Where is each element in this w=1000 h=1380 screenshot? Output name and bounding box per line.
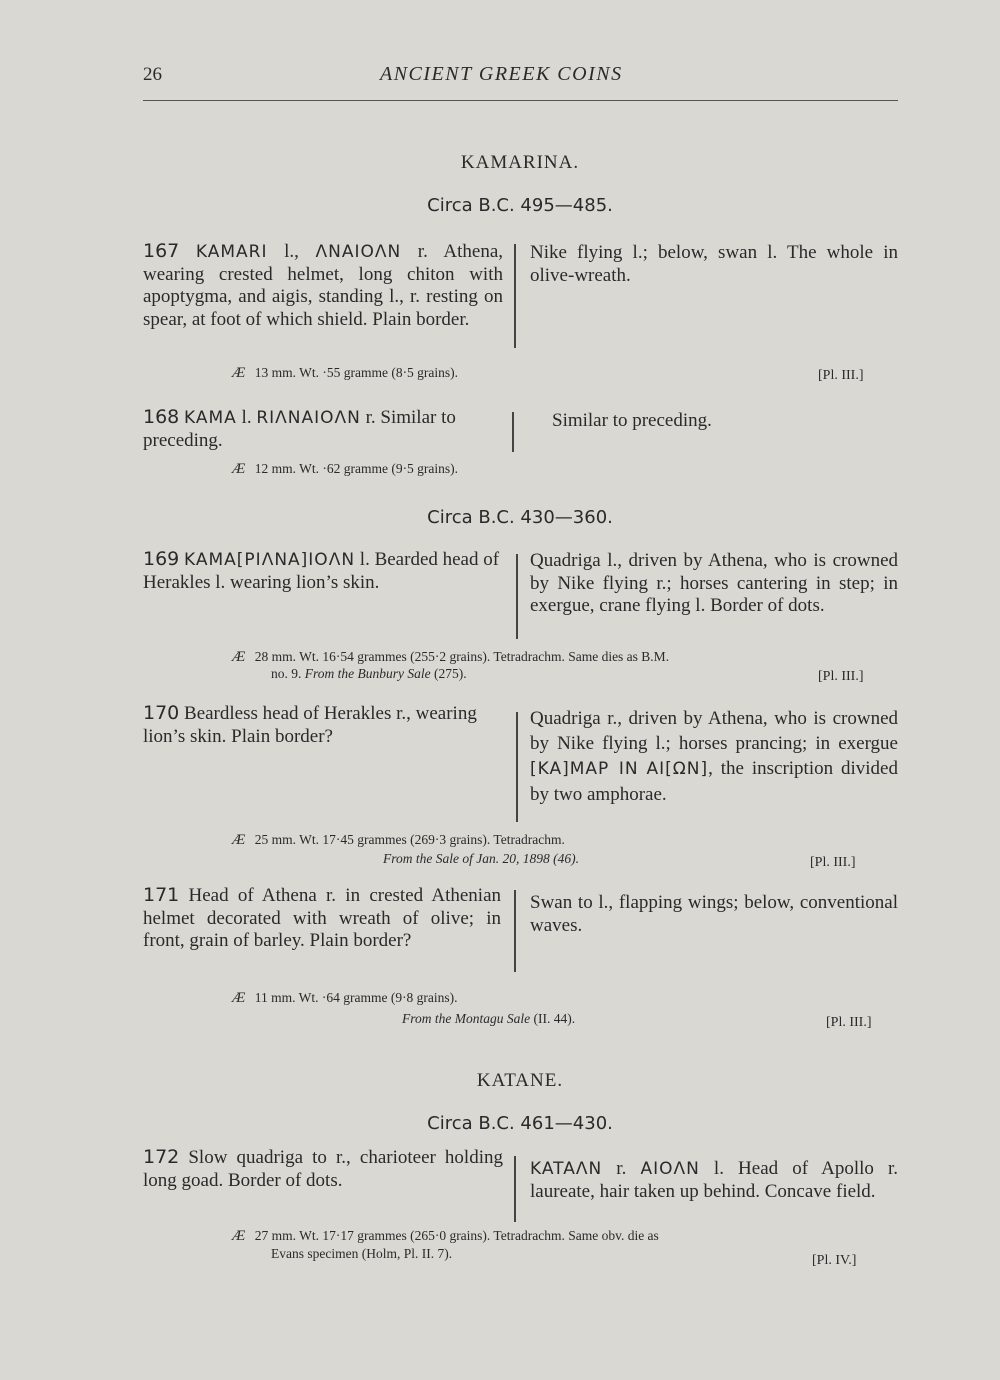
metal-symbol: Æ [232,990,246,1006]
coin-171-reverse: Swan to l., flapping wings; below, conventional waves. [530,892,898,936]
period-heading: Circa B.C. 495—485. [427,195,613,216]
greek-inscription: KAMA[PIΛΝA]IOΛΝ [184,550,356,570]
sale-name: From the Montagu Sale [402,1011,531,1026]
plate-reference: [Pl. III.] [818,368,864,383]
greek-inscription: RIΛΝΑΙΟΛΝ [256,408,361,428]
obverse-text: r. Athena, wearing crested helmet, long chiton with apoptygma, and aigis, standing l., r. resting on spear, at foot of which shield. Plain border. [143,241,504,330]
greek-inscription: KAMA [184,408,237,428]
obverse-text: Head of Athena r. in crested Athenian helmet decorated with wreath of olive; in front, grain of barley. Plain border? [143,885,501,951]
metal-symbol: Æ [232,461,246,477]
obverse-text: Beardless head of Herakles r., wearing lion’s skin. Plain border? [143,703,477,747]
weight-details: 27 mm. Wt. 17·17 grammes (265·0 grains). Tetradrachm. Same obv. die as [254,1228,659,1243]
coin-170-reverse: Quadriga r., driven by Athena, who is crowned by Nike flying l.; horses prancing; in exergue [KA]MAP IN AI[ΩN], the inscription divided by two amphorae. [530,708,898,805]
coin-number: 170 [143,702,180,724]
sale-name: From the Bunbury Sale [304,666,431,681]
obverse-text: Slow quadriga to r., charioteer holding long goad. Border of dots. [143,1147,503,1191]
coin-168-obverse [143,406,508,452]
coin-168-reverse: Similar to preceding. [552,410,712,431]
coin-167-obverse [143,240,503,331]
plate-reference: [Pl. IV.] [812,1253,857,1268]
coin-171-provenance: From the Montagu Sale (II. 44). [402,1011,576,1026]
column-divider [514,244,516,348]
column-divider [516,712,518,822]
coin-172-obverse [143,1146,503,1192]
metal-symbol: Æ [232,1228,246,1244]
coin-number: 171 [143,884,180,906]
plate-reference: [Pl. III.] [810,855,856,870]
period-heading: Circa B.C. 461—430. [427,1113,613,1134]
weight-details: 11 mm. Wt. ·64 gramme (9·8 grains). [254,990,458,1005]
coin-169-reverse: Quadriga l., driven by Athena, who is crowned by Nike flying r.; horses cantering in step; in exergue, crane flying l. Border of dots. [530,550,898,616]
coin-171-obverse [143,884,501,953]
section-title-katane: KATANE. [476,1070,564,1091]
column-divider [514,890,516,972]
weight-details: 25 mm. Wt. 17·45 grammes (269·3 grains). Tetradrachm. [254,832,565,847]
coin-168-details [232,461,458,477]
running-title: ANCIENT GREEK COINS [380,63,623,85]
coin-172-details [232,1228,902,1244]
column-divider [512,412,514,452]
weight-details: 12 mm. Wt. ·62 gramme (9·5 grains). [254,461,459,476]
coin-172-provenance: Evans specimen (Holm, Pl. II. 7). [271,1246,453,1261]
metal-symbol: Æ [232,832,246,848]
greek-inscription: KAMARI [195,242,268,262]
coin-169-obverse [143,548,515,594]
metal-symbol: Æ [232,365,246,381]
column-divider [514,1156,516,1222]
coin-170-provenance: From the Sale of Jan. 20, 1898 (46). [383,851,579,866]
obverse-text: l. Bearded head of Herakles l. wearing lion’s skin. [143,549,500,593]
weight-details: 28 mm. Wt. 16·54 grammes (255·2 grains). Tetradrachm. Same dies as B.M. [254,649,670,664]
coin-170-details [232,832,565,848]
greek-inscription: [KA]MAP IN [530,759,639,779]
coin-number: 169 [143,548,180,570]
section-title-kamarina: KAMARINA. [460,152,580,173]
column-divider [516,554,518,639]
page-number: 26 [143,64,162,85]
greek-inscription: KATAΛΝ [530,1159,603,1179]
greek-inscription: AIOΛΝ [640,1159,700,1179]
coin-169-provenance: no. 9. From the Bunbury Sale (275). [271,666,467,681]
coin-171-details [232,990,458,1006]
coin-number: 167 [143,240,180,262]
coin-167-details [232,365,458,381]
greek-inscription: AI[ΩN] [646,759,709,779]
coin-172-reverse: KATAΛΝ r. AIOΛΝ l. Head of Apollo r. laureate, hair taken up behind. Concave field. [530,1158,899,1202]
header-rule [143,100,898,101]
obverse-text: l. [236,407,257,428]
coin-number: 168 [143,406,180,428]
plate-reference: [Pl. III.] [826,1015,872,1030]
coin-170-obverse [143,702,508,748]
coin-number: 172 [143,1146,180,1168]
metal-symbol: Æ [232,649,246,665]
coin-167-reverse: Nike flying l.; below, swan l. The whole in olive-wreath. [530,242,898,286]
obverse-text: r. Similar to preceding. [143,407,456,451]
weight-details: 13 mm. Wt. ·55 gramme (8·5 grains). [254,365,459,380]
obverse-text: l., [267,241,316,262]
plate-reference: [Pl. III.] [818,669,864,684]
coin-169-details [232,649,902,665]
period-heading: Circa B.C. 430—360. [427,507,613,528]
greek-inscription: ΛΝΑΙΟΛΝ [315,242,402,262]
